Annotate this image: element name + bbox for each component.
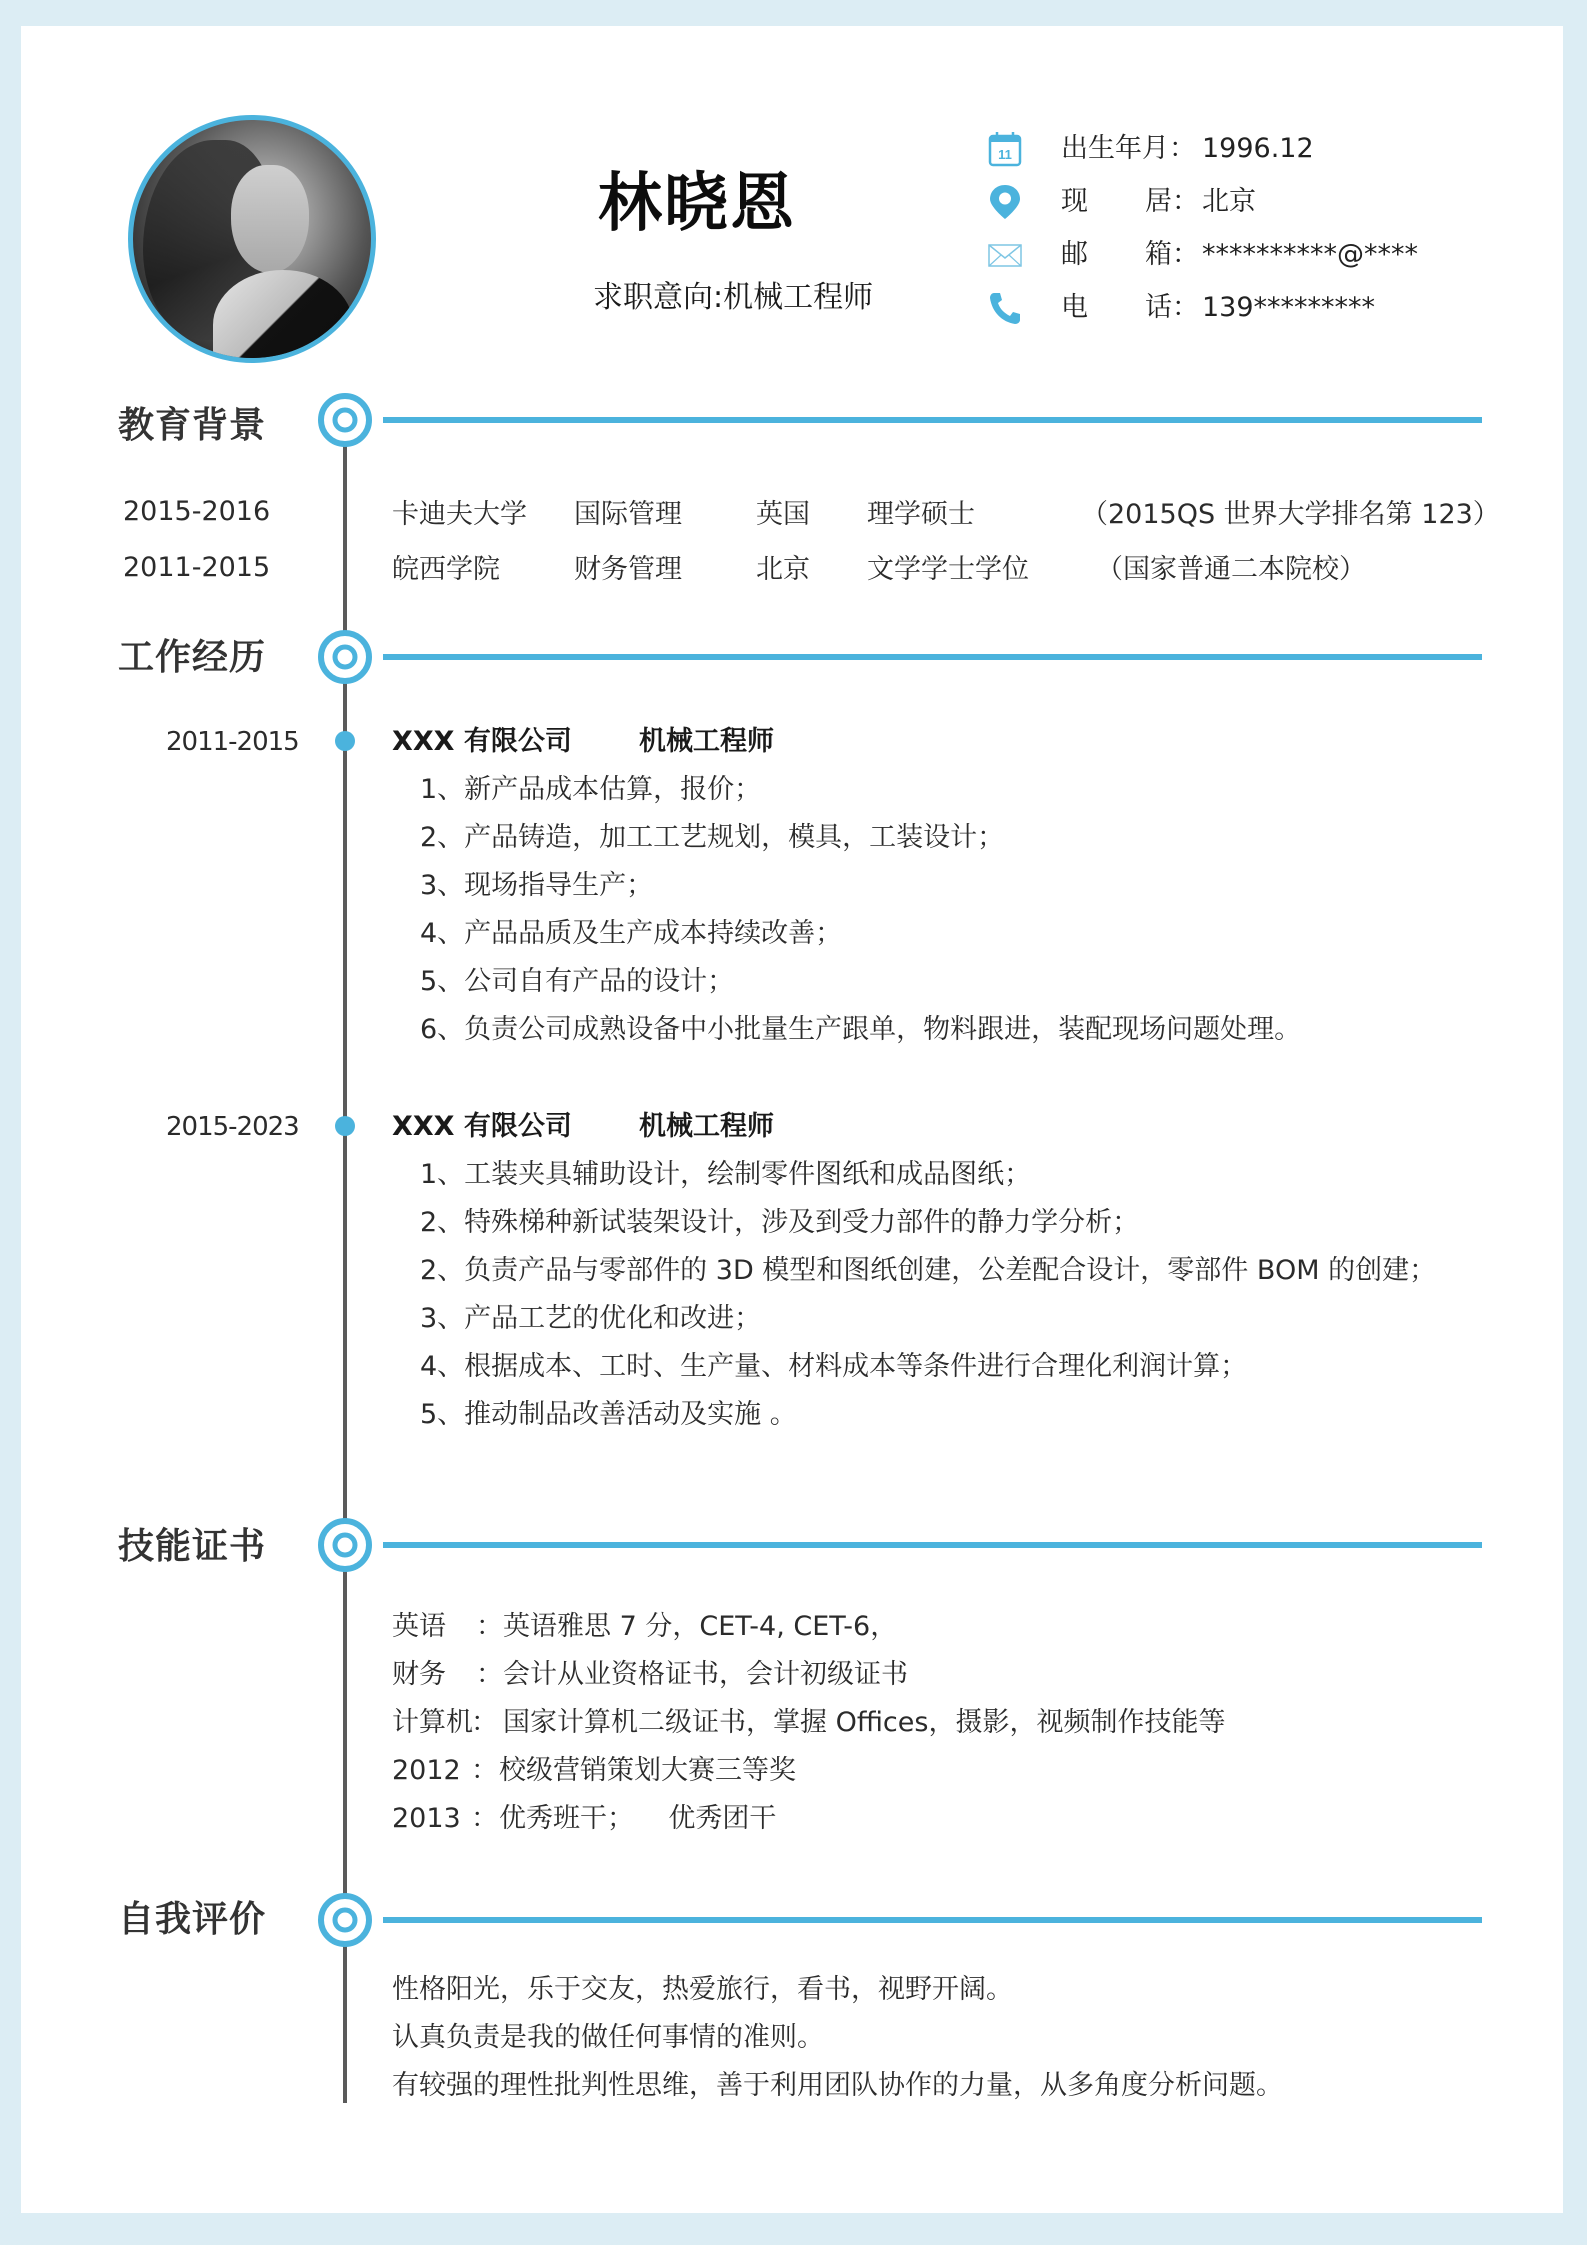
contact-label: 电	[1061, 292, 1088, 323]
resume-page	[21, 26, 1563, 2213]
work-item: 3、现场指导生产；	[420, 870, 654, 901]
contact-email	[985, 235, 1545, 275]
edu-location: 北京	[756, 554, 810, 585]
contact-label: 邮	[1061, 239, 1088, 270]
skill-colon: ：	[476, 1611, 503, 1642]
edu-degree: 理学硕士	[867, 499, 975, 530]
edu-note: （国家普通二本院校）	[1096, 554, 1366, 585]
mail-icon	[985, 237, 1025, 273]
work-item: 5、推动制品改善活动及实施 。	[420, 1399, 797, 1430]
work-item: 2、特殊梯种新试装架设计，涉及到受力部件的静力学分析；	[420, 1207, 1140, 1238]
contact-residence	[985, 182, 1545, 222]
contact-label: 现	[1061, 186, 1088, 217]
section-title-self-eval: 自我评价	[118, 1899, 267, 1940]
self-eval-line: 认真负责是我的做任何事情的准则。	[392, 2022, 824, 2053]
edu-location: 英国	[756, 499, 810, 530]
work-date: 2015-2023	[166, 1112, 299, 1142]
edu-school: 卡迪夫大学	[392, 499, 527, 530]
contact-phone	[985, 288, 1545, 328]
edu-date: 2015-2016	[123, 496, 271, 527]
contact-value: 139*********	[1202, 292, 1376, 323]
skill-colon: ：	[471, 1707, 498, 1738]
section-target-icon	[317, 392, 373, 448]
contact-value: 北京	[1202, 186, 1256, 217]
section-target-icon	[317, 1892, 373, 1948]
section-title-education: 教育背景	[118, 405, 267, 446]
section-divider	[383, 417, 1482, 423]
skill-key: 2013	[392, 1803, 461, 1834]
skill-value: 会计从业资格证书，会计初级证书	[503, 1659, 908, 1690]
work-item: 1、工装夹具辅助设计，绘制零件图纸和成品图纸；	[420, 1159, 1032, 1190]
calendar-icon	[985, 131, 1025, 167]
phone-icon	[985, 290, 1025, 326]
work-role: 机械工程师	[639, 1111, 774, 1142]
section-divider	[383, 1542, 1482, 1548]
contact-value: 1996.12	[1202, 133, 1314, 164]
skill-value: 英语雅思 7 分，CET-4, CET-6，	[503, 1611, 898, 1642]
skill-value: 优秀班干； 优秀团干	[499, 1803, 777, 1834]
skill-colon: ：	[471, 1803, 498, 1834]
work-item: 3、产品工艺的优化和改进；	[420, 1303, 762, 1334]
work-company: XXX 有限公司	[392, 1111, 572, 1142]
section-target-icon	[317, 629, 373, 685]
section-target-icon	[317, 1517, 373, 1573]
work-company: XXX 有限公司	[392, 726, 572, 757]
section-divider	[383, 654, 1482, 660]
candidate-name: 林晓恩	[598, 167, 796, 241]
contact-label: 出生年月：	[1061, 133, 1196, 164]
photo-face-shape	[231, 165, 309, 273]
skill-key: 财务	[392, 1659, 446, 1690]
work-item: 6、负责公司成熟设备中小批量生产跟单，物料跟进，装配现场问题处理。	[420, 1014, 1302, 1045]
self-eval-line: 性格阳光，乐于交友，热爱旅行，看书，视野开阔。	[392, 1974, 1013, 2005]
contact-birth	[985, 129, 1545, 169]
skill-colon: ：	[476, 1659, 503, 1690]
location-pin-icon	[985, 184, 1025, 220]
section-title-work: 工作经历	[118, 637, 267, 678]
work-item: 4、根据成本、工时、生产量、材料成本等条件进行合理化利润计算；	[420, 1351, 1248, 1382]
work-date: 2011-2015	[166, 727, 299, 757]
skill-value: 国家计算机二级证书，掌握 Offices，摄影，视频制作技能等	[503, 1707, 1226, 1738]
skill-colon: ：	[471, 1755, 498, 1786]
section-divider	[383, 1917, 1482, 1923]
skill-key: 计算机	[392, 1707, 473, 1738]
svg-text:11: 11	[998, 147, 1012, 162]
timeline-line	[343, 446, 347, 2103]
work-item: 1、新产品成本估算，报价；	[420, 774, 762, 805]
work-item: 5、公司自有产品的设计；	[420, 966, 735, 997]
self-eval-line: 有较强的理性批判性思维，善于利用团队协作的力量，从多角度分析问题。	[392, 2070, 1283, 2101]
profile-photo	[128, 115, 376, 363]
contact-value: **********@****	[1202, 239, 1418, 270]
edu-school: 皖西学院	[392, 554, 500, 585]
work-item: 2、负责产品与零部件的 3D 模型和图纸创建，公差配合设计，零部件 BOM 的创建；	[420, 1255, 1437, 1286]
skill-value: 校级营销策划大赛三等奖	[499, 1755, 796, 1786]
section-title-skills: 技能证书	[118, 1526, 267, 1567]
edu-note: （2015QS 世界大学排名第 123）	[1081, 499, 1500, 530]
skill-key: 2012	[392, 1755, 461, 1786]
work-item: 2、产品铸造，加工工艺规划，模具，工装设计；	[420, 822, 1005, 853]
edu-major: 财务管理	[574, 554, 682, 585]
timeline-dot	[335, 1116, 355, 1136]
skill-key: 英语	[392, 1611, 446, 1642]
edu-degree: 文学学士学位	[867, 554, 1029, 585]
contact-label-2: 居：	[1145, 186, 1199, 217]
work-role: 机械工程师	[639, 726, 774, 757]
job-intent: 求职意向:机械工程师	[593, 280, 874, 315]
timeline-dot	[335, 731, 355, 751]
edu-date: 2011-2015	[123, 552, 271, 583]
edu-major: 国际管理	[574, 499, 682, 530]
work-item: 4、产品品质及生产成本持续改善；	[420, 918, 843, 949]
contact-label-2: 话：	[1145, 292, 1199, 323]
contact-label-2: 箱：	[1145, 239, 1199, 270]
